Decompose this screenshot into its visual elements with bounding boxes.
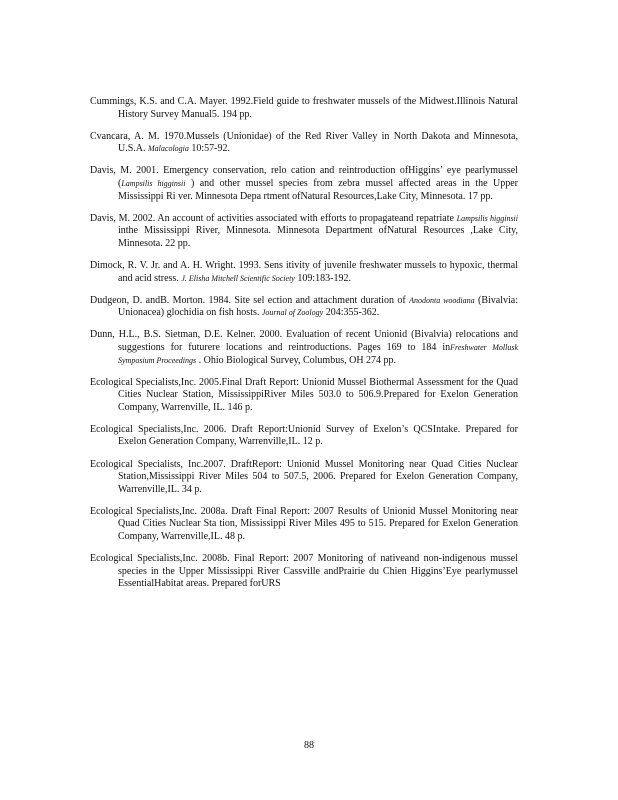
reference-entry [90, 260, 518, 285]
reference-text: Cummings, K.S. and C.A. Mayer. 1992.Field guide to freshwater mussels of the Midwest.Illinois Natural History Survey Manual5. 194 pp. [90, 96, 518, 120]
reference-italic: Anodonta woodiana [409, 295, 475, 305]
reference-text: Ecological Specialists,Inc. 2008a. Draft Final Report: 2007 Results of Unionid Mussel Monitoring near Quad Cities Nuclear Sta tion, Mississippi River Miles 495 to 515. Prepared for Exelon Generation Company, Warrenville,IL. 48 p. [90, 505, 518, 543]
reference-text: Dudgeon, D. andB. Morton. 1984. Site sel ection and attachment duration of [90, 294, 406, 306]
reference-text: Dimock, R. V. Jr. and A. H. Wright. 1993. Sens itivity of juvenile freshwater mussels to hypoxic, thermal and acid stress. [90, 259, 518, 284]
reference-entry [90, 377, 518, 415]
reference-text: Ecological Specialists, Inc.2007. DraftReport: Unionid Mussel Monitoring near Quad Cities Nuclear Station,Mississippi River Miles 504 to 507.5, 2006. Prepared for Exelon Generation Company, Warrenville,IL. 34 p. [90, 458, 518, 495]
reference-text-after: . Ohio Biological Survey, Columbus, OH 274 pp. [198, 354, 397, 366]
reference-text: Ecological Specialists,Inc. 2008b. Final Report: 2007 Monitoring of nativeand non-indigenous mussel species in the Upper Mississippi River Cassville andPrairie du Chien Higgins’Eye pearlymussel EssentialHabitat areas. Prepared forURS [90, 553, 518, 590]
reference-italic: Lampsilis higginsii [456, 213, 518, 223]
reference-text: Cvancara, A. M. 1970.Mussels (Unionidae) of the Red River Valley in North Dakota and Minnesota, U.S.A. [90, 130, 518, 155]
reference-entry [90, 96, 518, 121]
page-number: 88 [304, 740, 314, 751]
reference-text-after: (Bivalvia: Unionacea) glochidia on fish hosts. [118, 294, 519, 319]
reference-italic: Freshwater Mollusk Symposium Proceedings [118, 342, 518, 365]
reference-text: Davis, M. 2001. Emergency conservation, relo cation and reintroduction ofHiggins’ eye pearlymussel ( [90, 165, 518, 189]
reference-italic: Lampsilis higginsii [121, 178, 186, 188]
reference-entry [90, 424, 518, 449]
reference-text: Ecological Specialists,Inc. 2006. Draft Report:Unionid Survey of Exelon’s QCSIntake. Prepared for Exelon Generation Company, Warrenville,IL. 12 p. [90, 423, 518, 448]
reference-italic: J. Elisha Mitchell Scientific Society [181, 273, 295, 283]
reference-entry [90, 553, 518, 591]
reference-text: Ecological Specialists,Inc. 2005.Final Draft Report: Unionid Mussel Biothermal Assessment for the Quad Cities Nuclear Station, MississippiRiver Miles 503.0 to 506.9.Prepared for Exelon Generation Company, Warrenville, IL. 146 p. [90, 376, 518, 413]
reference-text-after: ) and other mussel species from zebra mussel affected areas in the Upper Mississippi Ri ver. Minnesota Depa rtment ofNatural Resources,Lake City, Minnesota. 17 pp. [118, 177, 519, 202]
reference-entry [90, 295, 518, 320]
reference-entry [90, 459, 518, 497]
reference-italic: Malacologia [148, 144, 189, 154]
reference-italic: Journal of Zoology [261, 308, 324, 318]
reference-text-after: 109:183-192. [297, 272, 351, 284]
reference-text: Dunn, H.L., B.S. Sietman, D.E. Kelner. 2000. Evaluation of recent Unionid (Bivalvia) relocations and suggestions for futurere locations and reintroductions. Pages 169 to 184 in [90, 329, 518, 353]
reference-entry [90, 213, 518, 251]
reference-entry [90, 131, 518, 156]
reference-text-after: 204:355-362. [325, 307, 380, 319]
reference-entry [90, 165, 518, 203]
reference-text-after: inthe Mississippi River, Minnesota. Minnesota Department ofNatural Resources ,Lake City, Minnesota. 22 pp. [118, 225, 518, 249]
reference-text-after: 10:57-92. [191, 143, 231, 155]
reference-text: Davis, M. 2002. An account of activities associated with efforts to propagateand repatriate [90, 212, 454, 224]
reference-entry [90, 506, 518, 544]
reference-entry [90, 329, 518, 367]
reference-list [90, 96, 518, 600]
